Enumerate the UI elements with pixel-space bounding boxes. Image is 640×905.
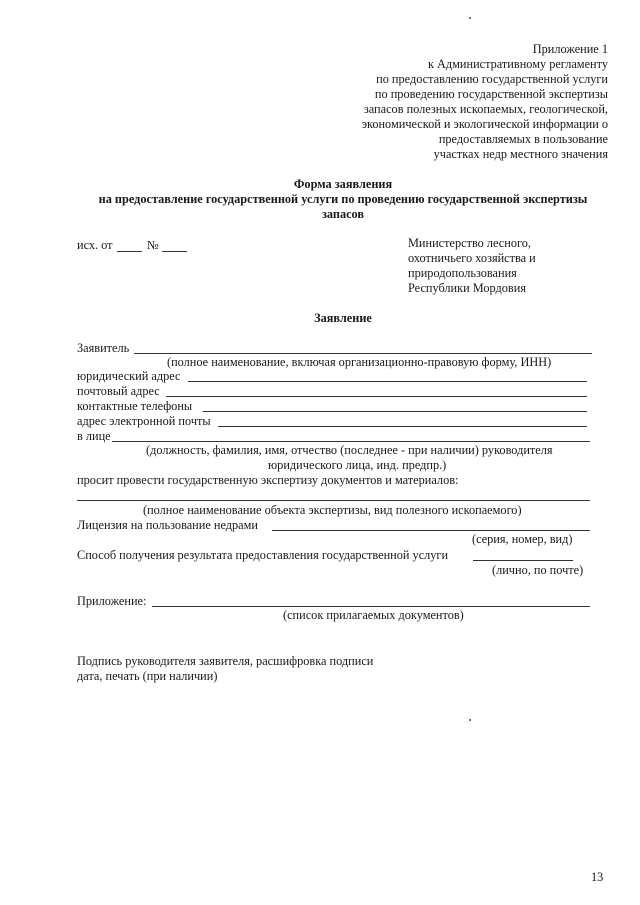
page-number: 13	[591, 870, 604, 884]
method-field[interactable]	[473, 560, 573, 561]
attachment-label: Приложение:	[77, 594, 147, 608]
statement-title: Заявление	[314, 311, 372, 325]
appendix-line: экономической и экологической информации о	[361, 117, 608, 131]
ref-date-field[interactable]	[117, 251, 142, 252]
signature-line: Подпись руководителя заявителя, расшифровка подписи	[77, 654, 374, 668]
object-hint: (полное наименование объекта экспертизы, вид полезного ископаемого)	[143, 503, 522, 517]
method-hint: (лично, по почте)	[492, 563, 584, 577]
form-title-line: на предоставление государственной услуги по проведению государственной экспертизы	[98, 192, 588, 206]
addressee-line: Министерство лесного,	[408, 236, 531, 250]
signature-line: дата, печать (при наличии)	[77, 669, 218, 683]
email-field[interactable]	[218, 426, 587, 427]
form-title-line: запасов	[321, 207, 365, 221]
email-label: адрес электронной почты	[77, 414, 211, 428]
appendix-line: Приложение 1	[532, 42, 608, 56]
phones-field[interactable]	[203, 411, 587, 412]
appendix-line: участках недр местного значения	[433, 147, 608, 161]
applicant-hint: (полное наименование, включая организационно-правовую форму, ИНН)	[167, 355, 552, 369]
method-label: Способ получения результата предоставления государственной услуги	[77, 548, 449, 562]
ref-number-field[interactable]	[162, 251, 187, 252]
postal-address-field[interactable]	[166, 396, 587, 397]
phones-label: контактные телефоны	[77, 399, 193, 413]
applicant-field[interactable]	[134, 353, 592, 354]
person-hint: (должность, фамилия, имя, отчество (последнее - при наличии) руководителя	[146, 443, 553, 457]
scan-speck	[469, 17, 471, 19]
attachment-hint: (список прилагаемых документов)	[283, 608, 464, 622]
person-hint: юридического лица, инд. предпр.)	[268, 458, 447, 472]
addressee-line: охотничьего хозяйства и	[408, 251, 536, 265]
ref-no-label: №	[147, 238, 159, 252]
appendix-line: по предоставлению государственной услуги	[376, 72, 608, 86]
form-title-line: Форма заявления	[293, 177, 393, 191]
legal-address-field[interactable]	[188, 381, 587, 382]
ref-from-label: исх. от	[77, 238, 113, 252]
request-text: просит провести государственную экспертизу документов и материалов:	[77, 473, 459, 487]
appendix-line: по проведению государственной экспертизы	[374, 87, 608, 101]
license-label: Лицензия на пользование недрами	[77, 518, 258, 532]
appendix-line: к Административному регламенту	[427, 57, 608, 71]
legal-address-label: юридический адрес	[77, 369, 181, 383]
applicant-label: Заявитель	[77, 341, 130, 355]
appendix-line: предоставляемых в пользование	[438, 132, 608, 146]
person-label: в лице	[77, 429, 111, 443]
person-field[interactable]	[112, 441, 590, 442]
addressee-line: Республики Мордовия	[408, 281, 526, 295]
license-field[interactable]	[272, 530, 590, 531]
postal-address-label: почтовый адрес	[77, 384, 160, 398]
scan-speck	[469, 719, 471, 721]
addressee-line: природопользования	[408, 266, 517, 280]
object-field[interactable]	[77, 500, 590, 501]
appendix-line: запасов полезных ископаемых, геологической,	[363, 102, 608, 116]
license-hint: (серия, номер, вид)	[472, 532, 573, 546]
attachment-field[interactable]	[152, 606, 590, 607]
